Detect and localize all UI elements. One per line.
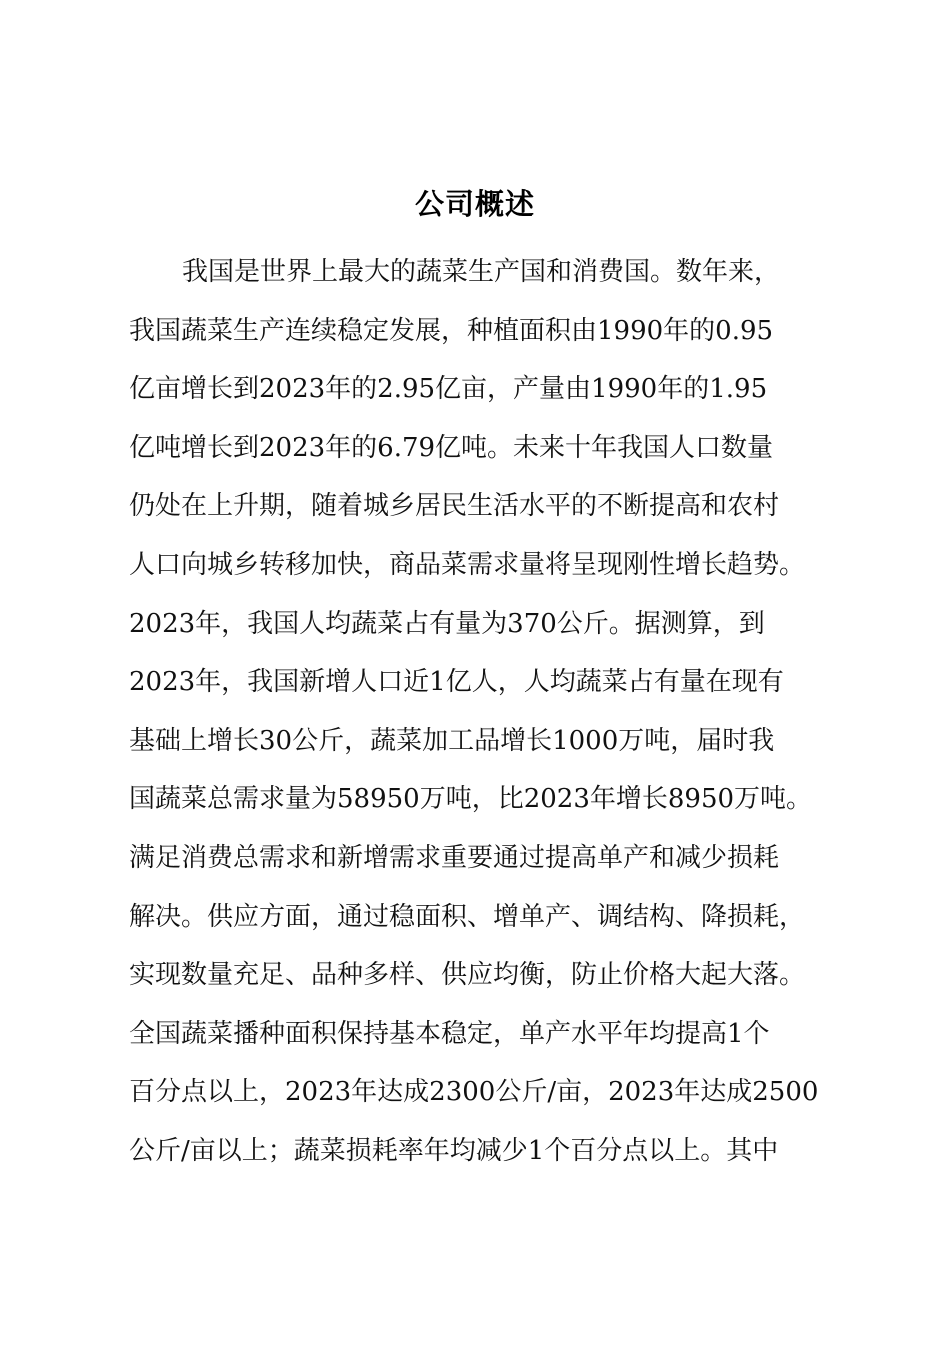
paragraph-line: 仍处在上升期，随着城乡居民生活水平的不断提高和农村 — [129, 491, 780, 522]
paragraph-line: 解决。供应方面，通过稳面积、增单产、调结构、降损耗， — [129, 901, 806, 932]
paragraph-line: 公斤/亩以上；蔬菜损耗率年均减少1个百分点以上。其中 — [129, 1135, 779, 1166]
paragraph-line: 亿吨增长到2023年的6.79亿吨。未来十年我国人口数量 — [129, 432, 774, 463]
paragraph-line: 亿亩增长到2023年的2.95亿亩，产量由1990年的1.95 — [129, 374, 768, 405]
paragraph-line: 基础上增长30公斤，蔬菜加工品增长1000万吨，届时我 — [129, 725, 775, 756]
body-paragraph — [129, 250, 829, 1188]
paragraph-line: 我国蔬菜生产连续稳定发展，种植面积由1990年的0.95 — [129, 315, 774, 346]
paragraph-line: 全国蔬菜播种面积保持基本稳定，单产水平年均提高1个 — [129, 1018, 770, 1049]
paragraph-line: 2023年，我国人均蔬菜占有量为370公斤。据测算，到 — [129, 608, 765, 639]
paragraph-line: 人口向城乡转移加快，商品菜需求量将呈现刚性增长趋势。 — [129, 549, 806, 580]
paragraph-line: 满足消费总需求和新增需求重要通过提高单产和减少损耗 — [129, 842, 780, 873]
paragraph-line: 国蔬菜总需求量为58950万吨，比2023年增长8950万吨。 — [129, 784, 813, 815]
paragraph-line: 2023年，我国新增人口近1亿人，人均蔬菜占有量在现有 — [129, 667, 784, 698]
paragraph-line: 实现数量充足、品种多样、供应均衡，防止价格大起大落。 — [129, 960, 806, 991]
paragraph-line: 百分点以上，2023年达成2300公斤/亩，2023年达成2500 — [129, 1077, 819, 1108]
paragraph-line: 我国是世界上最大的蔬菜生产国和消费国。数年来， — [182, 257, 781, 287]
page-title: 公司概述 — [414, 187, 535, 221]
